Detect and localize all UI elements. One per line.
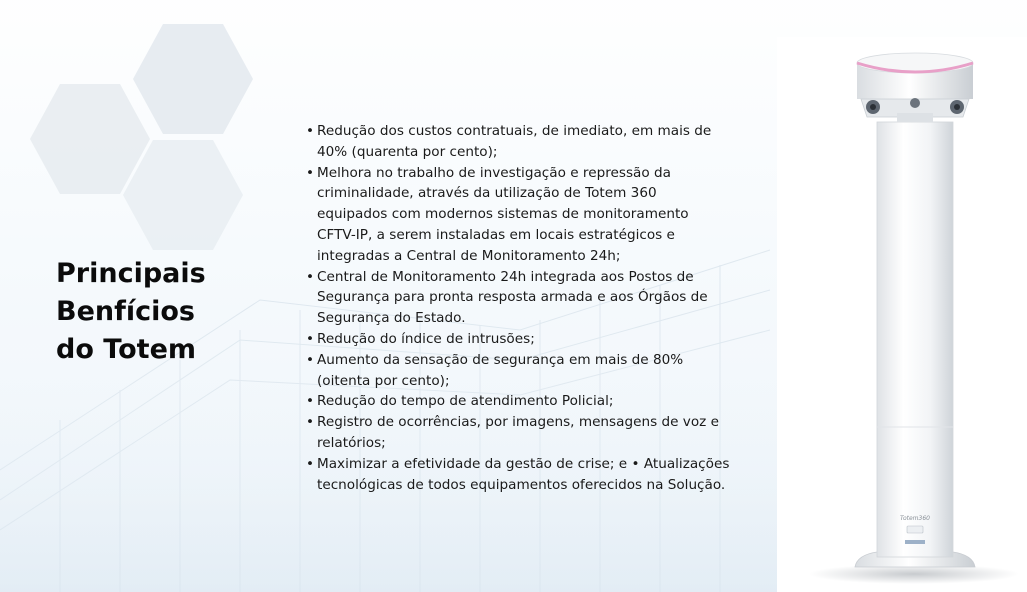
bullet: • xyxy=(306,164,315,181)
benefit-item xyxy=(306,391,731,412)
benefit-item xyxy=(306,454,731,496)
brand-label: Totem360 xyxy=(900,515,930,522)
bullet: • xyxy=(306,330,315,347)
bullet: • xyxy=(306,393,315,410)
benefit-item xyxy=(306,267,731,329)
benefit-item xyxy=(306,350,731,392)
benefit-item xyxy=(306,121,731,163)
title-line-3: do Totem xyxy=(56,334,197,365)
benefit-text: Melhora no trabalho de investigação e repressão da criminalidade, através da utilização de Totem 360 equipados com modernos sistemas de monitoramento CFTV-IP, a serem instaladas em locais estratégicos e integradas a Central de Monitoramento 24h; xyxy=(317,164,689,264)
title-line-1: Principais xyxy=(56,258,206,289)
benefit-item xyxy=(306,412,731,454)
benefit-text: Redução do tempo de atendimento Policial; xyxy=(317,393,614,410)
bullet: • xyxy=(306,123,315,139)
slide-title xyxy=(56,255,206,369)
benefits-list xyxy=(306,121,731,495)
bullet: • xyxy=(306,268,315,285)
benefit-text: Redução dos custos contratuais, de imediato, em mais de 40% (quarenta por cento); xyxy=(317,123,712,160)
benefit-text: Aumento da sensação de segurança em mais de 80% (oitenta por cento); xyxy=(317,351,684,389)
benefit-text: Redução do índice de intrusões; xyxy=(317,330,535,347)
decorative-hexagons xyxy=(28,22,268,272)
benefit-text: Central de Monitoramento 24h integrada aos Postos de Segurança para pronta resposta armada e aos Órgãos de Segurança do Estado. xyxy=(317,268,708,327)
totem-camera-pole-image xyxy=(777,37,1027,592)
benefit-item xyxy=(306,329,731,350)
bullet: • xyxy=(306,351,315,368)
benefit-item xyxy=(306,163,731,267)
benefit-text: Registro de ocorrências, por imagens, mensagens de voz e relatórios; xyxy=(317,414,719,451)
title-line-2: Benfícios xyxy=(56,296,195,327)
bullet: • xyxy=(306,414,315,431)
bullet: • xyxy=(306,455,315,472)
benefit-text: Maximizar a efetividade da gestão de crise; e • Atualizações tecnológicas de todos equipamentos oferecidos na Solução. xyxy=(317,455,730,493)
